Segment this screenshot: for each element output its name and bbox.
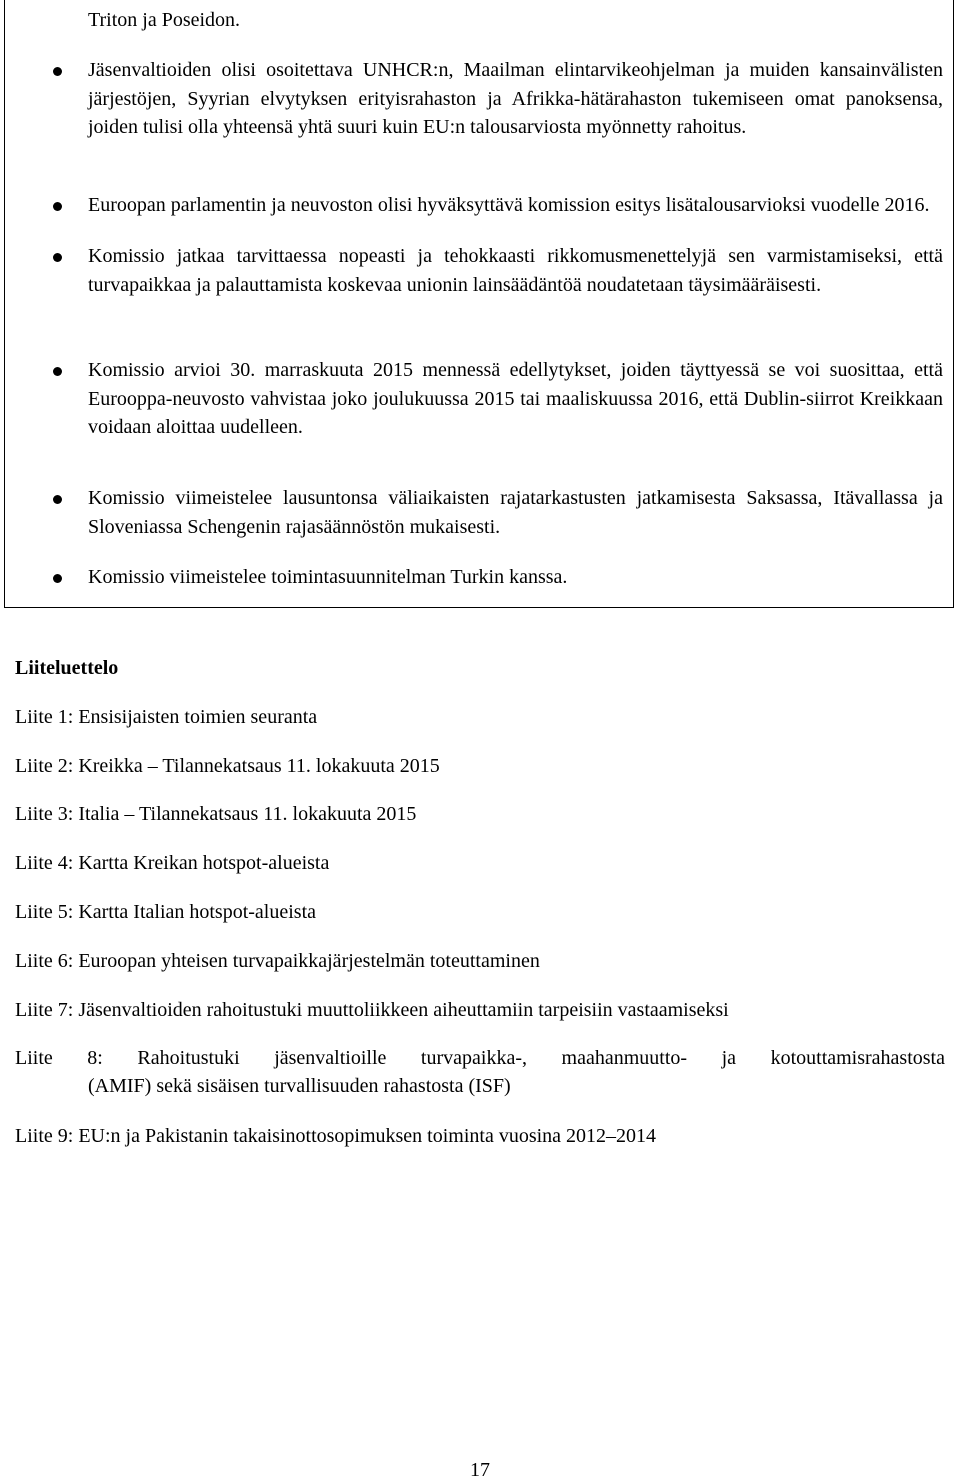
annex-list-heading: Liiteluettelo <box>15 657 119 679</box>
page-number: 17 <box>470 1459 490 1481</box>
bullet-dot-icon <box>53 574 62 583</box>
bullet-item-dublin: Komissio arvioi 30. marraskuuta 2015 mennessä edellytykset, joiden täyttyessä se voi suosittaa, että Eurooppa-neuvosto vahvistaa joko joulukuussa 2015 tai maaliskuussa 2016, että Dublin-siirrot Kreikkaan voidaan aloittaa uudelleen. <box>88 359 943 438</box>
annex-item-8: Liite 8: Rahoitustuki jäsenvaltioille turvapaikka-, maahanmuutto- ja kotouttamisrahastosta <box>15 1047 945 1069</box>
bullet-item-border-controls: Komissio viimeistelee lausuntonsa väliaikaisten rajatarkastusten jatkamisesta Saksassa, Itävallassa ja Sloveniassa Schengenin rajasäännöstön mukaisesti. <box>88 487 943 538</box>
bullet-dot-icon <box>53 367 62 376</box>
bullet-item-infringement: Komissio jatkaa tarvittaessa nopeasti ja tehokkaasti rikkomusmenettelyjä sen varmistamiseksi, että turvapaikkaa ja palauttamista koskevaa unionin lainsäädäntöä noudatetaan täysimääräisesti. <box>88 245 943 296</box>
bullet-item-budget: Euroopan parlamentin ja neuvoston olisi hyväksyttävä komission esitys lisätalousarvioksi vuodelle 2016. <box>88 194 930 216</box>
bullet-dot-icon <box>53 495 62 504</box>
annex-item-2: Liite 2: Kreikka – Tilannekatsaus 11. lokakuuta 2015 <box>15 755 440 777</box>
bullet-item-turkey: Komissio viimeistelee toimintasuunnitelman Turkin kanssa. <box>88 566 568 588</box>
bullet-dot-icon <box>53 67 62 76</box>
bullet-dot-icon <box>53 202 62 211</box>
bullet-dot-icon <box>53 253 62 262</box>
annex-item-9: Liite 9: EU:n ja Pakistanin takaisinottosopimuksen toiminta vuosina 2012–2014 <box>15 1125 657 1147</box>
annex-item-4: Liite 4: Kartta Kreikan hotspot-alueista <box>15 852 330 874</box>
annex-item-5: Liite 5: Kartta Italian hotspot-alueista <box>15 901 317 923</box>
annex-item-8-continued: (AMIF) sekä sisäisen turvallisuuden rahastosta (ISF) <box>88 1075 511 1097</box>
annex-item-1: Liite 1: Ensisijaisten toimien seuranta <box>15 706 318 728</box>
bullet-item-funding: Jäsenvaltioiden olisi osoitettava UNHCR:n, Maailman elintarvikeohjelman ja muiden kansainvälisten järjestöjen, Syyrian elvytyksen erityisrahaston ja Afrikka-hätärahaston tukemiseen omat panoksensa, joiden tulisi olla yhteensä yhtä suuri kuin EU:n talousarviosta myönnetty rahoitus. <box>88 59 943 138</box>
annex-item-3: Liite 3: Italia – Tilannekatsaus 11. lokakuuta 2015 <box>15 803 417 825</box>
annex-item-6: Liite 6: Euroopan yhteisen turvapaikkajärjestelmän toteuttaminen <box>15 950 540 972</box>
annex-item-7: Liite 7: Jäsenvaltioiden rahoitustuki muuttoliikkeen aiheuttamiin tarpeisiin vastaamiseksi <box>15 999 729 1021</box>
box-intro-text: Triton ja Poseidon. <box>88 9 241 31</box>
